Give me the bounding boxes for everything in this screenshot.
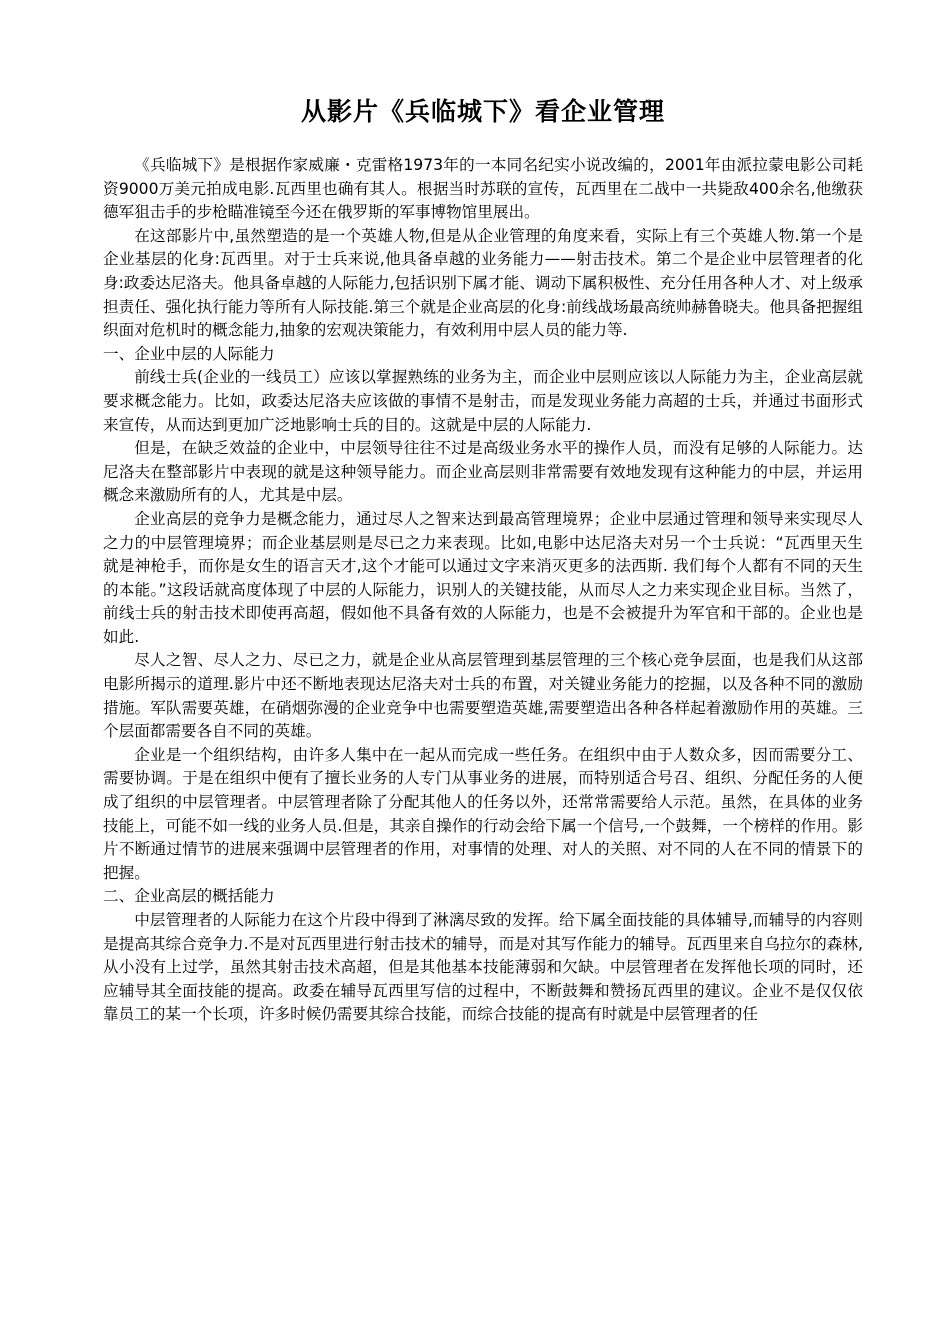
paragraph: 但是，在缺乏效益的企业中，中层领导往往不过是高级业务水平的操作人员，而没有足够的人际能力。达尼洛夫在整部影片中表现的就是这种领导能力。而企业高层则非常需要有效地发现有这种能力的中层，并运用概念来激励所有的人，尤其是中层。	[103, 439, 863, 505]
document-body	[103, 154, 863, 1027]
paragraph: 企业是一个组织结构，由许多人集中在一起从而完成一些任务。在组织中由于人数众多，因而需要分工、需要协调。于是在组织中便有了擅长业务的人专门从事业务的进展，而特别适合号召、组织、分配任务的人便成了组织的中层管理者。中层管理者除了分配其他人的任务以外，还常常需要给人示范。虽然，在具体的业务技能上，可能不如一线的业务人员.但是，其亲自操作的行动会给下属一个信号,一个鼓舞，一个榜样的作用。影片不断通过情节的进展来强调中层管理者的作用，对事情的处理、对人的关照、对不同的人在不同的情景下的把握。	[103, 745, 863, 882]
paragraph: 前线士兵(企业的一线员工）应该以掌握熟练的业务为主，而企业中层则应该以人际能力为主，企业高层就要求概念能力。比如，政委达尼洛夫应该做的事情不是射击，而是发现业务能力高超的士兵，并通过书面形式来宣传，从而达到更加广泛地影响士兵的目的。这就是中层的人际能力.	[103, 368, 863, 434]
paragraph: 中层管理者的人际能力在这个片段中得到了淋漓尽致的发挥。给下属全面技能的具体辅导,而辅导的内容则是提高其综合竞争力.不是对瓦西里进行射击技术的辅导，而是对其写作能力的辅导。瓦西里来自乌拉尔的森林,从小没有上过学，虽然其射击技术高超，但是其他基本技能薄弱和欠缺。中层管理者在发挥他长项的同时，还应辅导其全面技能的提高。政委在辅导瓦西里写信的过程中，不断鼓舞和赞扬瓦西里的建议。企业不是仅仅依靠员工的某一个长项，许多时候仍需要其综合技能，而综合技能的提高有时就是中层管理者的任	[103, 911, 863, 1024]
document-page	[103, 92, 863, 1027]
paragraph: 企业高层的竞争力是概念能力，通过尽人之智来达到最高管理境界；企业中层通过管理和领导来实现尽人之力的中层管理境界；而企业基层则是尽已之力来表现。比如,电影中达尼洛夫对另一个士兵说：“瓦西里天生就是神枪手，而你是女生的语言天才,这个才能可以通过文字来消灭更多的法西斯. 我们每个人都有不同的天生的本能。”这段话就高度体现了中层的人际能力，识别人的关键技能，从而尽人之力来实现企业目标。当然了，前线士兵的射击技术即使再高超，假如他不具备有效的人际能力，也是不会被提升为军官和干部的。企业也是如此.	[103, 509, 863, 646]
section-heading-2: 二、企业高层的概括能力	[103, 887, 275, 906]
paragraph-intro: 《兵临城下》是根据作家威廉・克雷格1973年的一本同名纪实小说改编的，2001年由派拉蒙电影公司耗资9000万美元拍成电影.瓦西里也确有其人。根据当时苏联的宣传，瓦西里在二战中一共毙敌400余名,他缴获德军狙击手的步枪瞄准镜至今还在俄罗斯的军事博物馆里展出。	[103, 156, 863, 222]
paragraph: 尽人之智、尽人之力、尽已之力，就是企业从高层管理到基层管理的三个核心竞争层面，也是我们从这部电影所揭示的道理.影片中还不断地表现达尼洛夫对士兵的布置，对关键业务能力的挖掘，以及各种不同的激励措施。军队需要英雄，在硝烟弥漫的企业竞争中也需要塑造英雄,需要塑造出各种各样起着激励作用的英雄。三个层面都需要各自不同的英雄。	[103, 651, 863, 741]
paragraph-three-heroes: 在这部影片中,虽然塑造的是一个英雄人物,但是从企业管理的角度来看，实际上有三个英雄人物.第一个是企业基层的化身:瓦西里。对于士兵来说,他具备卓越的业务能力——射击技术。第二个是企业中层管理者的化身:政委达尼洛夫。他具备卓越的人际能力,包括识别下属才能、调动下属积极性、充分任用各种人才、对上级承担责任、强化执行能力等所有人际技能.第三个就是企业高层的化身:前线战场最高统帅赫鲁晓夫。他具备把握组织面对危机时的概念能力,抽象的宏观决策能力，有效利用中层人员的能力等.	[103, 226, 863, 340]
document-title: 从影片《兵临城下》看企业管理	[300, 97, 665, 126]
section-heading-1: 一、企业中层的人际能力	[103, 344, 275, 363]
